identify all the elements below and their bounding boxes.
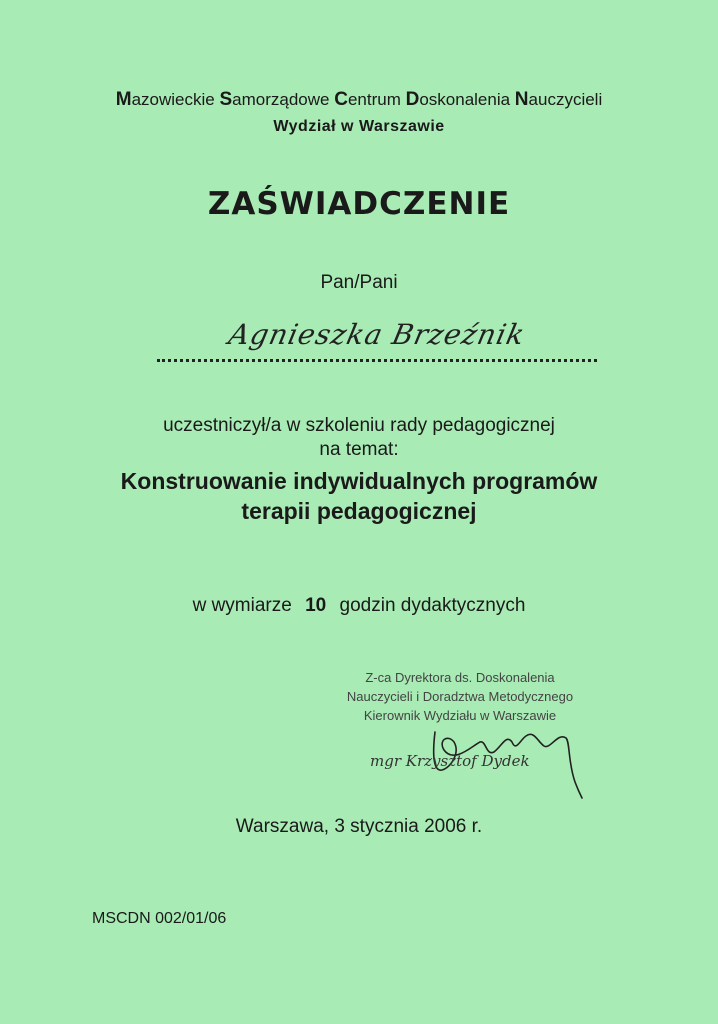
word-rest: entrum	[347, 90, 406, 109]
hours-prefix: w wymiarze	[192, 595, 292, 616]
initial: D	[405, 89, 420, 110]
training-topic	[0, 466, 718, 526]
department-name: Wydział w Warszawie	[273, 118, 445, 135]
word-rest: amorządowe	[232, 90, 335, 109]
topic-line-1: Konstruowanie indywidualnych programów	[120, 468, 598, 494]
institution-word	[406, 90, 515, 109]
header	[0, 88, 718, 136]
document-title: ZAŚWIADCZENIE	[207, 186, 511, 222]
recipient-name-handwritten: Agnieszka Brzeźnik	[225, 318, 529, 351]
topic-intro: na temat:	[319, 439, 399, 460]
participation-line: uczestniczył/a w szkoleniu rady pedagogicznej	[163, 415, 555, 436]
institution-word	[116, 90, 220, 109]
recipient-name-line	[157, 318, 597, 368]
initial: N	[514, 89, 529, 110]
institution-name	[0, 88, 718, 112]
initial: S	[219, 89, 233, 110]
initial: M	[115, 89, 132, 110]
issue-date: Warszawa, 3 stycznia 2006 r.	[235, 816, 483, 837]
initial: C	[334, 89, 348, 110]
stamp-line-2: Nauczycieli i Doradztwa Metodycznego	[346, 689, 574, 704]
stamp-signatory: mgr Krzysztof Dydek	[370, 752, 530, 770]
stamp-line-1: Z-ca Dyrektora ds. Doskonalenia	[365, 670, 555, 685]
institution-word	[334, 90, 405, 109]
word-rest: azowieckie	[131, 90, 220, 109]
institution-word	[219, 90, 334, 109]
stamp-line-3: Kierownik Wydziału w Warszawie	[363, 708, 557, 723]
participation-text	[0, 414, 718, 462]
topic-line-2: terapii pedagogicznej	[241, 498, 477, 524]
word-rest: auczycieli	[528, 90, 603, 109]
hours-line	[0, 595, 718, 617]
salutation: Pan/Pani	[320, 272, 398, 293]
document-code: MSCDN 002/01/06	[92, 910, 227, 927]
word-rest: oskonalenia	[419, 90, 515, 109]
institution-word	[515, 90, 602, 109]
hours-suffix: godzin dydaktycznych	[339, 595, 526, 616]
hours-value: 10	[305, 595, 327, 616]
dotted-line	[157, 359, 597, 362]
